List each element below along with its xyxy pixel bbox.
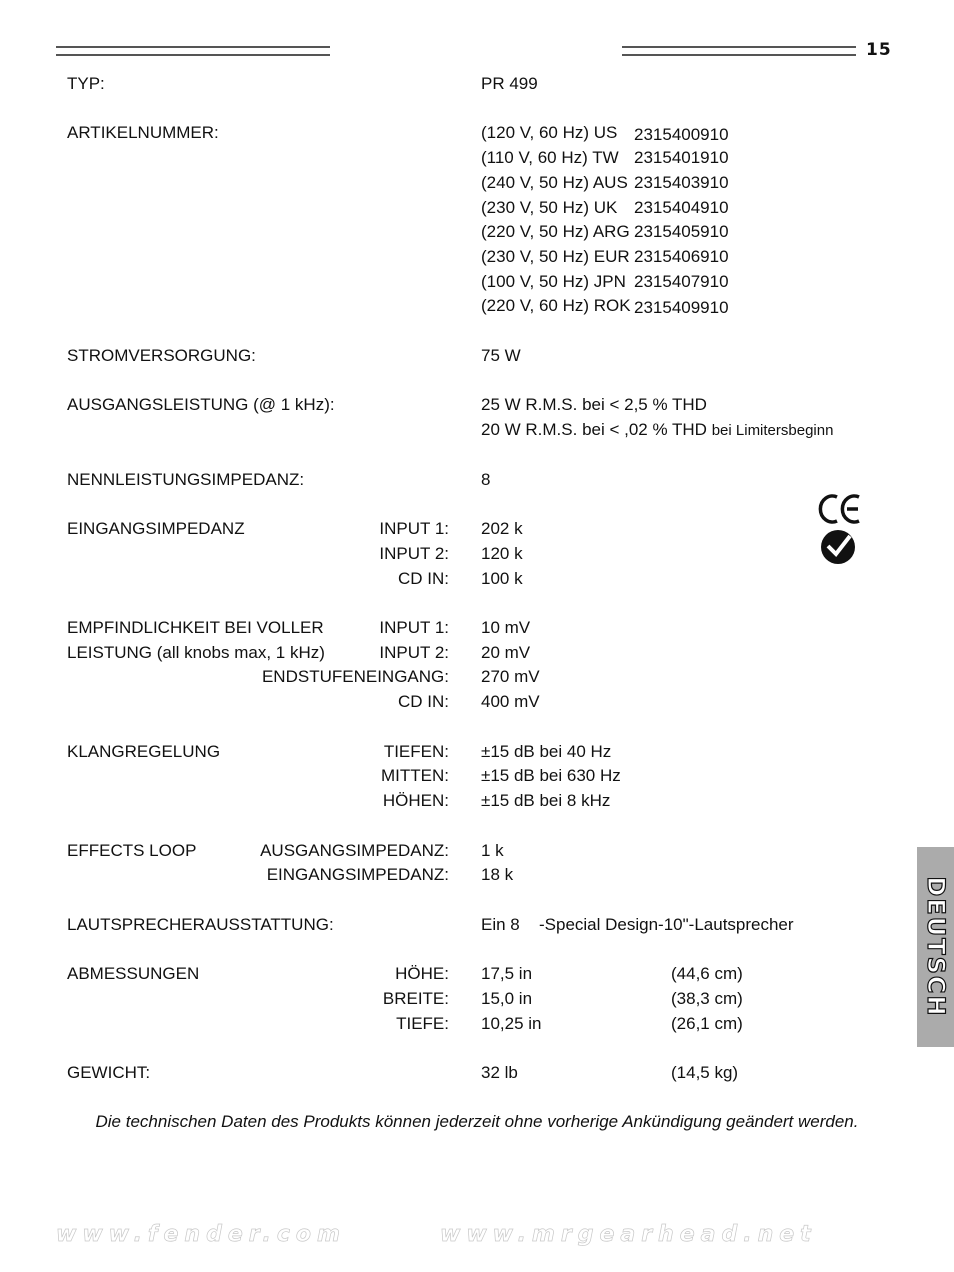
abmessungen-sub: HÖHE: [395, 964, 449, 983]
klangregelung-sub: MITTEN: [381, 766, 449, 785]
artikel-number: 2315405910 [634, 222, 729, 241]
empfindlichkeit-value: 20 mV [481, 643, 531, 662]
empfindlichkeit-sub: INPUT 2: [379, 643, 449, 662]
klangregelung-label: KLANGREGELUNG [67, 742, 221, 761]
eingangsimpedanz-sub: CD IN: [398, 569, 449, 588]
artikel-voltage: (240 V, 50 Hz) AUS [481, 173, 628, 192]
eingangsimpedanz-value: 100 k [481, 569, 523, 588]
effects-loop-value: 1 k [481, 841, 504, 860]
artikel-voltage: (120 V, 60 Hz) US [481, 123, 618, 142]
empfindlichkeit-value: 400 mV [481, 692, 540, 711]
artikel-number: 2315409910 [634, 298, 729, 317]
abmessungen-inch: 17,5 in [481, 964, 533, 983]
artikel-voltage: (100 V, 50 Hz) JPN [481, 272, 626, 291]
klangregelung-sub: TIEFEN: [383, 742, 449, 761]
artikel-voltage: (230 V, 50 Hz) EUR [481, 247, 630, 266]
certification-logos [818, 492, 862, 568]
page-number: 15 [866, 40, 892, 60]
ausgangsleistung-value-2-main: 20 W R.M.S. bei < ,02 % THD [481, 420, 707, 439]
footer-url-fender[interactable]: www.fender.com [56, 1222, 346, 1247]
c-tick-mark-icon [821, 530, 855, 564]
artikel-number: 2315406910 [634, 247, 729, 266]
klangregelung-value: ±15 dB bei 630 Hz [481, 766, 621, 785]
effects-loop-sub: EINGANGSIMPEDANZ: [266, 865, 449, 884]
nennleistungsimpedanz-value: 8 [481, 470, 491, 489]
abmessungen-label: ABMESSUNGEN [67, 964, 200, 983]
stromversorgung-label: STROMVERSORGUNG: [67, 346, 256, 365]
eingangsimpedanz-sub: INPUT 1: [379, 519, 449, 538]
gewicht-label: GEWICHT: [67, 1063, 151, 1082]
effects-loop-sub: AUSGANGSIMPEDANZ: [260, 841, 449, 860]
effects-loop-value: 18 k [481, 865, 514, 884]
language-tab [917, 847, 954, 1047]
gewicht-kg: (14,5 kg) [671, 1063, 739, 1082]
artikel-number: 2315407910 [634, 272, 729, 291]
artikel-number: 2315403910 [634, 173, 729, 192]
abmessungen-sub: TIEFE: [396, 1014, 449, 1033]
abmessungen-cm: (26,1 cm) [671, 1014, 743, 1033]
abmessungen-cm: (38,3 cm) [671, 989, 743, 1008]
gewicht-lb: 32 lb [481, 1063, 518, 1082]
empfindlichkeit-label-2: LEISTUNG (all knobs max, 1 kHz) [67, 643, 325, 662]
ce-mark-icon [820, 496, 859, 522]
artikel-voltage: (110 V, 60 Hz) TW [481, 148, 619, 167]
klangregelung-value: ±15 dB bei 8 kHz [481, 791, 611, 810]
effects-loop-label: EFFECTS LOOP [67, 841, 197, 860]
klangregelung-sub: HÖHEN: [382, 791, 449, 810]
lautsprecher-value-b: -Special Design-10"-Lautsprecher [539, 915, 794, 934]
eingangsimpedanz-label: EINGANGSIMPEDANZ [67, 519, 245, 538]
ausgangsleistung-value-1: 25 W R.M.S. bei < 2,5 % THD [481, 395, 707, 414]
empfindlichkeit-value: 270 mV [481, 667, 540, 686]
empfindlichkeit-sub: ENDSTUFENEINGANG: [261, 667, 449, 686]
eingangsimpedanz-value: 202 k [481, 519, 523, 538]
stromversorgung-value: 75 W [481, 346, 521, 365]
artikel-number: 2315404910 [634, 198, 729, 217]
eingangsimpedanz-sub: INPUT 2: [379, 544, 449, 563]
abmessungen-inch: 15,0 in [481, 989, 533, 1008]
empfindlichkeit-value: 10 mV [481, 618, 531, 637]
artikel-voltage: (220 V, 50 Hz) ARG [481, 222, 630, 241]
language-tab-label: DEUTSCH [921, 876, 950, 1018]
disclaimer: Die technischen Daten des Produkts können jederzeit ohne vorherige Ankündigung geändert werden. [95, 1112, 859, 1131]
empfindlichkeit-label-1: EMPFINDLICHKEIT BEI VOLLER [67, 618, 324, 637]
ausgangsleistung-label: AUSGANGSLEISTUNG (@ 1 kHz): [67, 395, 335, 414]
ausgangsleistung-value-2-note: bei Limitersbeginn [711, 422, 834, 439]
abmessungen-sub: BREITE: [382, 989, 449, 1008]
ausgangsleistung-value-2 [481, 420, 833, 441]
footer-url-mrgearhead[interactable]: www.mrgearhead.net [440, 1222, 817, 1247]
artikel-number: 2315400910 [634, 125, 729, 144]
abmessungen-inch: 10,25 in [481, 1014, 542, 1033]
klangregelung-value: ±15 dB bei 40 Hz [481, 742, 612, 761]
lautsprecher-value-a: Ein 8 [481, 915, 520, 934]
header-rule-right [622, 46, 856, 56]
nennleistungsimpedanz-label: NENNLEISTUNGSIMPEDANZ: [67, 470, 305, 489]
artikel-voltage: (220 V, 60 Hz) ROK [481, 296, 631, 315]
eingangsimpedanz-value: 120 k [481, 544, 523, 563]
empfindlichkeit-sub: INPUT 1: [379, 618, 449, 637]
artikel-number: 2315401910 [634, 148, 729, 167]
artikel-voltage: (230 V, 50 Hz) UK [481, 198, 618, 217]
artikelnummer-label: ARTIKELNUMMER: [67, 123, 219, 142]
typ-value: PR 499 [481, 74, 538, 93]
typ-label: TYP: [67, 74, 105, 93]
lautsprecher-label: LAUTSPRECHERAUSSTATTUNG: [67, 915, 334, 934]
abmessungen-cm: (44,6 cm) [671, 964, 743, 983]
header-rule-left [56, 46, 330, 56]
empfindlichkeit-sub: CD IN: [398, 692, 449, 711]
